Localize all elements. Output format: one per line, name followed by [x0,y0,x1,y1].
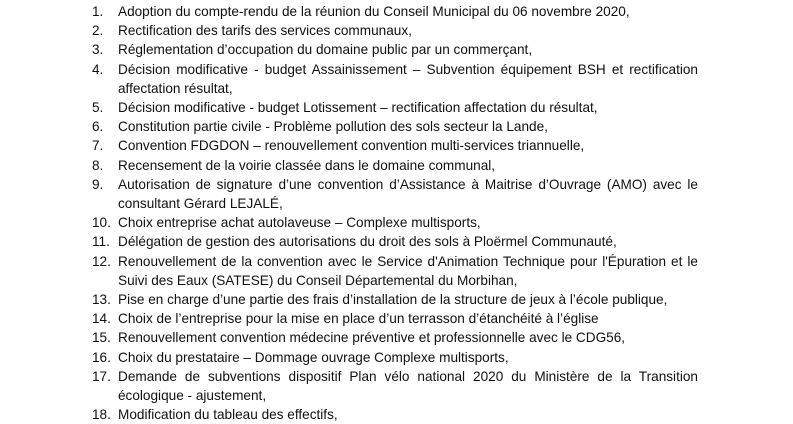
agenda-item-number: 16. [92,349,111,365]
agenda-list [0,2,793,424]
agenda-item-9 [0,175,793,213]
agenda-item-7 [0,136,793,155]
agenda-item-number: 11. [92,234,110,250]
agenda-item-text: Renouvellement de la convention avec le Service d'Animation Technique pour l'Épuration et le Suivi des Eaux (SATESE) du Conseil Départemental du Morbihan, [118,253,698,288]
agenda-item-number: 6. [92,119,104,135]
agenda-item-2 [0,21,793,40]
agenda-item-text: Constitution partie civile - Problème pollution des sols secteur la Lande, [118,119,548,135]
agenda-item-text: Choix entreprise achat autolaveuse – Complexe multisports, [118,215,481,231]
agenda-item-number: 5. [92,100,104,116]
agenda-item-text: Recensement de la voirie classée dans le domaine communal, [118,157,496,173]
agenda-item-number: 10. [92,215,111,231]
agenda-item-text: Délégation de gestion des autorisations du droit des sols à Ploërmel Communauté, [118,234,617,250]
agenda-item-text: Autorisation de signature d’une convention d’Assistance à Maitrise d’Ouvrage (AMO) avec le consultant Gérard LEJALÉ, [118,176,698,212]
agenda-item-text: Réglementation d’occupation du domaine public par un commerçant, [118,42,533,58]
agenda-item-number: 2. [92,23,104,39]
agenda-item-11 [0,232,793,251]
agenda-item-number: 3. [92,42,104,58]
agenda-item-text: Rectification des tarifs des services communaux, [118,23,412,39]
agenda-item-text: Modification du tableau des effectifs, [118,407,338,423]
agenda-item-4 [0,60,793,98]
agenda-item-15 [0,328,793,347]
agenda-item-8 [0,156,793,175]
agenda-item-18 [0,405,793,424]
agenda-item-number: 7. [92,138,104,154]
agenda-item-number: 17. [92,368,111,384]
agenda-item-number: 12. [92,253,111,269]
agenda-item-text: Demande de subventions dispositif Plan vélo national 2020 du Ministère de la Transition écologique - ajustement, [118,368,698,404]
agenda-item-17 [0,367,793,405]
agenda-item-3 [0,40,793,59]
agenda-item-12 [0,252,793,290]
agenda-item-number: 13. [92,292,111,308]
agenda-item-number: 8. [92,157,104,173]
agenda-item-6 [0,117,793,136]
agenda-item-number: 9. [92,176,104,192]
agenda-item-number: 15. [92,330,111,346]
agenda-item-text: Convention FDGDON – renouvellement convention multi-services triannuelle, [118,138,585,154]
agenda-item-1 [0,2,793,21]
agenda-item-number: 18. [92,407,111,423]
agenda-item-text: Décision modificative - budget Lotissement – rectification affectation du résultat, [118,100,598,116]
agenda-item-text: Pise en charge d’une partie des frais d’installation de la structure de jeux à l’école publique, [118,292,668,308]
agenda-item-5 [0,98,793,117]
agenda-item-number: 14. [92,311,111,327]
agenda-item-14 [0,309,793,328]
agenda-item-text: Choix du prestataire – Dommage ouvrage Complexe multisports, [118,349,509,365]
agenda-item-10 [0,213,793,232]
agenda-item-text: Choix de l’entreprise pour la mise en place d’un terrasson d’étanchéité à l’église [118,311,599,327]
agenda-item-text: Adoption du compte-rendu de la réunion du Conseil Municipal du 06 novembre 2020, [118,4,630,19]
agenda-item-text: Décision modificative - budget Assainissement – Subvention équipement BSH et rectification affectation résultat, [118,61,698,96]
agenda-item-text: Renouvellement convention médecine préventive et professionnelle avec le CDG56, [118,330,626,346]
agenda-item-number: 4. [92,61,104,77]
agenda-item-number: 1. [92,4,104,19]
agenda-item-16 [0,348,793,367]
agenda-item-13 [0,290,793,309]
